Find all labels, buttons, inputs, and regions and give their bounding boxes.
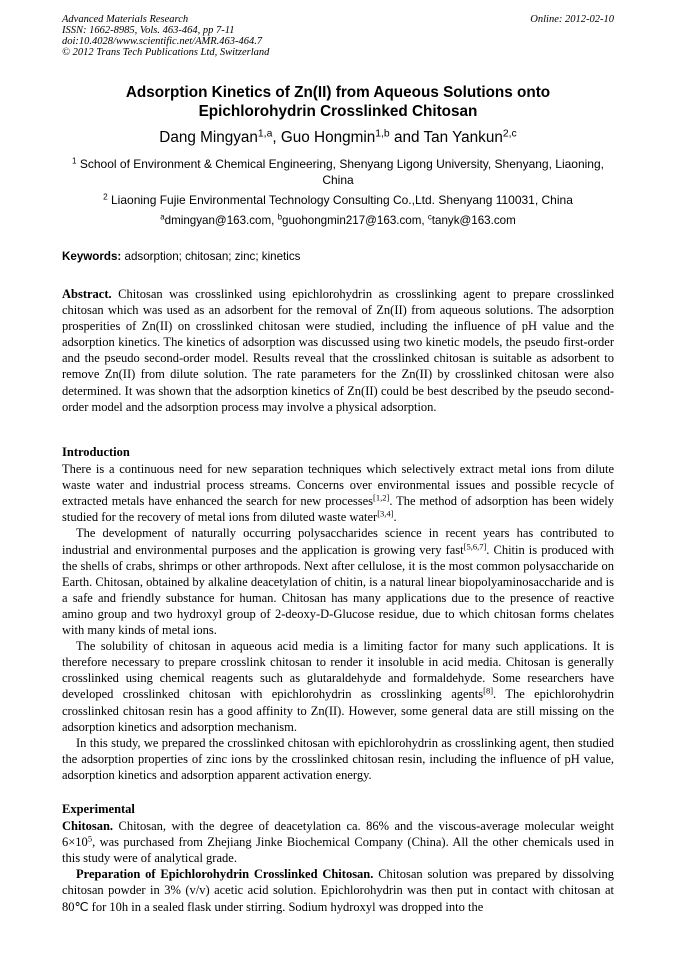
author-list bbox=[62, 129, 614, 147]
paper-title bbox=[62, 83, 614, 121]
online-date: Online: 2012-02-10 bbox=[530, 14, 614, 25]
email-link: tanyk@163.com bbox=[431, 214, 516, 227]
title-line-1: Adsorption Kinetics of Zn(II) from Aqueous Solutions onto bbox=[125, 84, 551, 101]
paragraph: There is a continuous need for new separation techniques which selectively extract metal ions from dilute waste water and industrial process streams. Concerns over environmental issues and possible recycle of extracted metals have enhanced the search for new processes[1,2]. The method of adsorption has been widely studied for the recovery of metal ions from diluted waste water[3,4]. bbox=[62, 462, 614, 525]
journal-header bbox=[62, 14, 269, 58]
author-emails: $^a$dmingyan@163.com, $^b$guohongmin217@163.com, $^c$tanyk@163.com bbox=[160, 212, 516, 227]
citation: [3,4] bbox=[377, 508, 394, 519]
keywords-text: adsorption; chitosan; zinc; kinetics bbox=[121, 250, 301, 263]
title-line-2: Epichlorohydrin Crosslinked Chitosan bbox=[198, 103, 478, 120]
section-heading: Experimental bbox=[62, 802, 135, 816]
paragraph: Chitosan. Chitosan, with the degree of deacetylation ca. 86% and the viscous-average molecular weight $6\times 10^5$, was purchased from Zhejiang Jinke Biochemical Company (China). All the other chemicals used in this study were of analytical grade. bbox=[62, 819, 614, 866]
issn-line: ISSN: 1662-8985, Vols. 463-464, pp 7-11 bbox=[62, 25, 235, 36]
copyright-line: © 2012 Trans Tech Publications Ltd, Switzerland bbox=[62, 47, 270, 58]
author-name: Dang Mingyan bbox=[159, 129, 258, 146]
author-separator: , bbox=[272, 129, 281, 146]
affiliation-1: $^1$ School of Environment & Chemical Engineering, Shenyang Ligong University, Shenyang, Liaoning, China bbox=[72, 156, 604, 187]
experimental-section bbox=[62, 801, 614, 915]
author-affiliation-mark: 1,b bbox=[375, 128, 390, 140]
author-affiliation-mark: 2,c bbox=[502, 128, 517, 140]
author-affiliation-mark: 1,a bbox=[257, 128, 273, 140]
email-link: guohongmin217@163.com, bbox=[282, 214, 428, 227]
abstract-text: Chitosan was crosslinked using epichlorohydrin as crosslinking agent to prepare crosslinked chitosan which was used as an adsorbent for the removal of Zn(II) from aqueous solutions. The adsorption prosperities of Zn(II) on crosslinked chitosan were studied, including the influence of pH value and the adsorption kinetics. The kinetics of adsorption was discussed using two kinetic models, the pseudo first-order and the pseudo second-order model. Results reveal that the crosslinked chitosan is suitable as adsorbent to remove Zn(II) from dilute solution. The rate parameters for the Zn(II) by crosslinked chitosan were also determined. It was shown that the adsorption kinetics of Zn(II) could be best described by the pseudo second-order model and the adsorption process may involve a physical adsorption. bbox=[62, 287, 614, 414]
paragraph: The solubility of chitosan in aqueous acid media is a limiting factor for many such applications. It is therefore necessary to prepare crosslink chitosan to render it insoluble in acid media. Chitosan is generally crosslinked using chemical reagents such as glutaraldehyde and formaldehyde. Some researchers have developed crosslinked chitosan with epichlorohydrin as crosslinking agents[8]. The epichlorohydrin crosslinked chitosan resin has a good affinity to Zn(II). However, some general data are still missing on the adsorption kinetics and adsorption mechanism. bbox=[62, 639, 614, 734]
keywords-label: Keywords: bbox=[62, 250, 122, 263]
keywords bbox=[62, 249, 614, 265]
introduction-section bbox=[62, 444, 614, 783]
doi-line: doi:10.4028/www.scientific.net/AMR.463-464.7 bbox=[62, 36, 263, 47]
citation: [8] bbox=[483, 685, 494, 696]
citation: [1,2] bbox=[373, 492, 390, 503]
abstract-label: Abstract. bbox=[62, 287, 112, 301]
author-separator: and bbox=[389, 129, 424, 146]
journal-name: Advanced Materials Research bbox=[62, 14, 189, 25]
section-heading: Introduction bbox=[62, 445, 130, 459]
paragraph: In this study, we prepared the crosslinked chitosan with epichlorohydrin as crosslinking agent, then studied the adsorption properties of zinc ions by the crosslinked chitosan resin, including the influence of pH value, adsorption kinetics and adsorption apparent activation energy. bbox=[62, 735, 614, 782]
email-link: dmingyan@163.com, bbox=[164, 214, 278, 227]
subsection-label: Preparation of Epichlorohydrin Crosslinked Chitosan. bbox=[76, 867, 374, 882]
author-name: Guo Hongmin bbox=[280, 129, 376, 146]
abstract bbox=[62, 286, 614, 415]
paragraph: Preparation of Epichlorohydrin Crosslinked Chitosan. Chitosan solution was prepared by dissolving chitosan powder in 3% (v/v) acetic acid solution. Epichlorohydrin was then put in contact with chitosan at 80℃ for 10h in a sealed flask under stirring. Sodium hydroxyl was dropped into the bbox=[62, 867, 614, 914]
affiliation-2: $^2$ Liaoning Fujie Environmental Technology Consulting Co.,Ltd. Shenyang 110031, China bbox=[103, 192, 573, 207]
subsection-label: Chitosan. bbox=[62, 819, 114, 834]
author-name: Tan Yankun bbox=[423, 129, 503, 146]
paragraph: The development of naturally occurring polysaccharides science in recent years has contributed to industrial and environmental purposes and the application is growing very fast[5,6,7]. Chitin is produced with the shells of crabs, shrimps or other arthropods. Next after cellulose, it is the most common polysaccharide on Earth. Chitosan, obtained by alkaline deacetylation of chitin, is a natural linear biopolyaminosaccharide and is a safe and friendly substance for human. Chitosan has many applications due to the presence of reactive amino group and two hydroxyl group of 2-deoxy-D-Glucose residue, due to which chitosan forms chelates with many kinds of metal ions. bbox=[62, 526, 614, 638]
citation: [5,6,7] bbox=[463, 540, 487, 551]
